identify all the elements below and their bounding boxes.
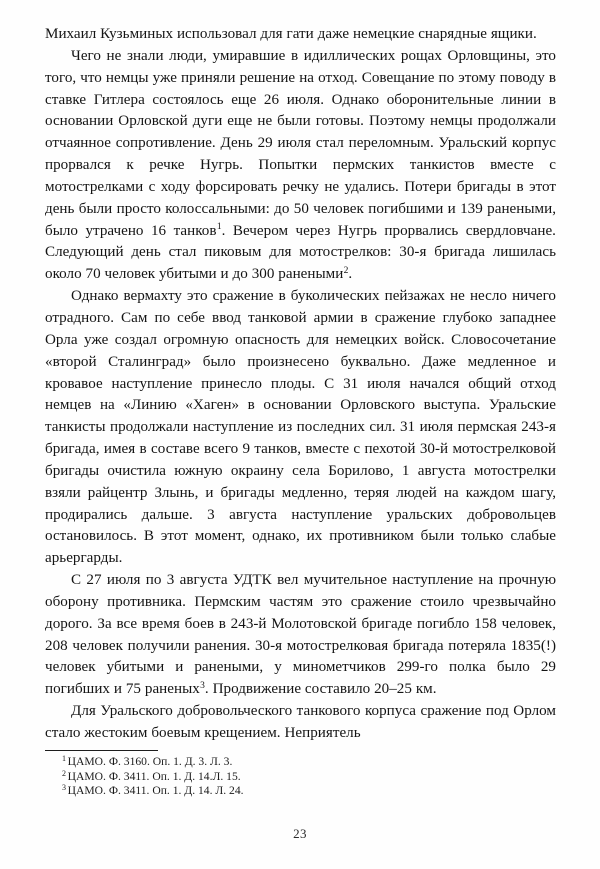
paragraph-1: Михаил Кузьминых использовал для гати даже немецкие снарядные ящики. (45, 26, 537, 42)
footnotes-section (45, 750, 556, 799)
footnote-item (45, 770, 556, 785)
footnote-text: ЦАМО. Ф. 3411. Оп. 1. Д. 14. Л. 24. (67, 784, 244, 798)
paragraph-5: Для Уральского добровольческого танкового корпуса сражение под Орлом стало жестоким боевым крещением. Неприятель (45, 703, 556, 741)
page-number: 23 (293, 826, 307, 841)
footnote-text: ЦАМО. Ф. 3411. Оп. 1. Д. 14.Л. 15. (67, 769, 241, 783)
paragraph-2-text-part-2: . Вечером через Нугрь прорвались свердловчане. Следующий день стал пиковым для мотострелков: 30-я бригада лишилась около 70 человек убитыми и до 300 ранеными (45, 222, 556, 283)
footnote-marker: 1 (62, 754, 66, 763)
body-text-block (45, 24, 556, 745)
footnote-marker: 2 (62, 768, 66, 778)
paragraph-2 (45, 46, 556, 286)
footnote-item (45, 784, 556, 799)
footnote-separator-rule (45, 750, 158, 751)
paragraph-4 (45, 570, 556, 701)
footnote-marker: 3 (62, 783, 66, 793)
footnote-list (45, 755, 556, 799)
footnote-reference-1[interactable]: 1 (216, 222, 222, 233)
paragraph-4-text-part-1: С 27 июля по 3 августа УДТК вел мучительное наступление на прочную оборону противника. Пермским частям это сражение стоило чрезвычайно дорого. За все время боев в 243-й Молотовской бригаде погибло 158 человек, 208 человек получили ранения. 30-я мотострелковая бригада потеряла 1835(!) человек убитыми и ранеными, у минометчиков 299-го полка было 29 погибших и 75 раненых (45, 572, 556, 698)
paragraph-2-text-part-1: Чего не знали люди, умиравшие в идиллических рощах Орловщины, это того, что немцы уже приняли решение на отход. Совещание по этому поводу в ставке Гитлера состоялось еще 26 июля. Однако оборонительные линии в основании Орловской дуги еще не были готовы. Поэтому немцы продолжали отчаянное сопротивление. День 29 июля стал переломным. Уральский корпус прорвался к речке Нугрь. Попытки пермских танкистов вместе с мотострелками с ходу форсировать речку не удались. Потери бригады в этот день были просто колоссальными: до 50 человек погибшими и 139 ранеными, было утрачено 16 танков (45, 47, 556, 239)
footnote-text: ЦАМО. Ф. 3160. Оп. 1. Д. 3. Л. 3. (67, 755, 233, 768)
paragraph-3: Однако вермахту это сражение в буколических пейзажах не несло ничего отрадного. Сам по себе ввод танковой армии в сражение глубоко западнее Орла уже создал огромную опасность для немецких войск. Словосочетание «второй Сталинград» было произнесено буквально. Даже медленное и кровавое наступление принесло плоды. С 31 июля начался общий отход немцев на «Линию «Хаген» в основании Орловского выступа. Уральские танкисты продолжали наступление из последних сил. 31 июля пермская 243-я бригада, имея в составе всего 9 танков, вместе с пехотой 30-й мотострелковой бригады очистила южную окраину села Борилово, 1 августа мотострелки взяли райцентр Злынь, и бригады медленно, теряя людей на каждом шагу, продирались дальше. 3 августа наступление уральских добровольцев остановилось. В этот момент, однако, их противником были только слабые арьергарды. (45, 288, 556, 567)
footnote-reference-3[interactable]: 3 (200, 680, 205, 691)
paragraph-4-text-part-2: . Продвижение составило 20–25 км. (204, 681, 437, 698)
paragraph-2-text-part-3: . (348, 266, 353, 283)
footnote-reference-2[interactable]: 2 (343, 265, 349, 276)
footnote-item (45, 755, 556, 770)
